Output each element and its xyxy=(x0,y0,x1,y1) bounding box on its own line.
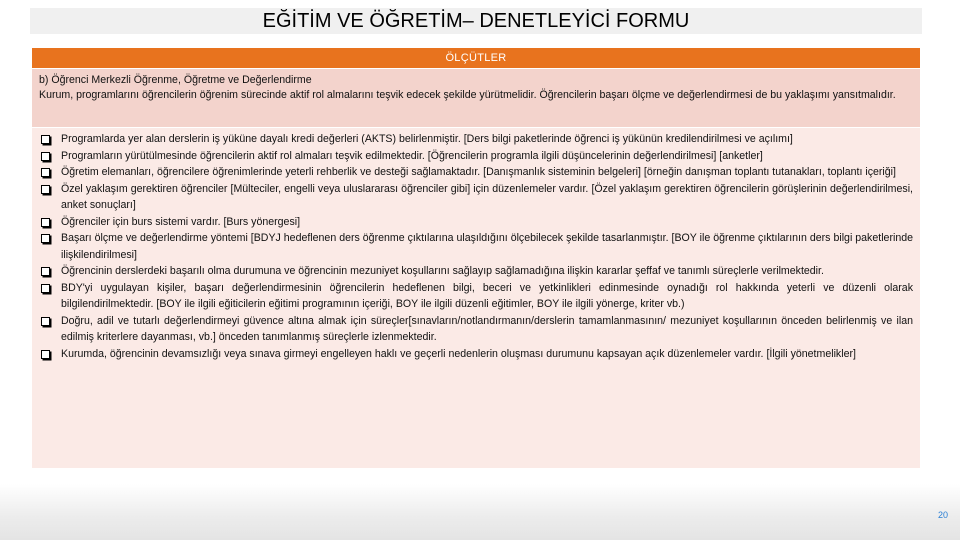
checkbox-bullet-icon xyxy=(41,185,50,194)
criteria-header: ÖLÇÜTLER xyxy=(32,48,920,68)
checkbox-bullet-icon xyxy=(41,168,50,177)
list-item xyxy=(40,263,913,280)
checkbox-bullet-icon xyxy=(41,152,50,161)
list-item xyxy=(40,346,913,363)
list-item xyxy=(40,230,913,263)
list-item-text: Doğru, adil ve tutarlı değerlendirmeyi güvence altına almak için süreçler[sınavların/notlandırmanın/derslerin tamamlanmasının/ mezuniyet koşullarının önceden belirlenmiş ve ilan edilmiş kriterlere dayanması, vb.] önceden tanımlanmış süreçlerle izlenmektedir. xyxy=(61,314,913,343)
page-number: 20 xyxy=(937,510,948,520)
list-item-text: Programların yürütülmesinde öğrencilerin aktif rol almaları teşvik edilmektedir. [Öğrencilerin programla ilgili düşüncelerinin değerlendirilmesi] [anketler] xyxy=(61,149,763,162)
list-item-text: Öğrenciler için burs sistemi vardır. [Burs yönergesi] xyxy=(61,215,301,228)
form-title: EĞİTİM VE ÖĞRETİM– DENETLEYİCİ FORMU xyxy=(30,8,922,34)
checkbox-bullet-icon xyxy=(41,135,50,144)
footer-band xyxy=(0,484,960,540)
section-description: Kurum, programlarını öğrencilerin öğrenim sürecinde aktif rol almalarını teşvik edecek şekilde yürütmelidir. Öğrencilerin başarı ölçme ve değerlendirmesi de bu yaklaşımı yansıtmalıdır. xyxy=(39,89,896,101)
section-box xyxy=(32,69,920,127)
criteria-list-box xyxy=(32,128,920,468)
list-item-text: BDY'yi uygulayan kişiler, başarı değerlendirmesinin öğrencilerin hedeflenen bilgi, beceri ve yetkinlikleri edinmesinde oynadığı rol hakkında yeterli ve düzenli olarak bilgilendirilmektedir. [BOY ile ilgili eğiticilerin eğitimi programının içeriği, BOY ile ilgili düzenli eğitimler, BOY ile ilgili yönerge, kriter vb.) xyxy=(61,281,913,310)
checkbox-bullet-icon xyxy=(41,267,50,276)
list-item-text: Programlarda yer alan derslerin iş yüküne dayalı kredi değerleri (AKTS) belirlenmiştir. [Ders bilgi paketlerinde öğrenci iş yükünün kredilendirilmesi ve açılımı] xyxy=(61,133,793,145)
list-item-text: Öğretim elemanları, öğrencilere öğrenimlerinde yeterli rehberlik ve desteği sağlamaktadır. [Danışmanlık sisteminin belgeleri] [örneğin danışman toplantı tutanakları, toplantı içeriği] xyxy=(61,166,896,178)
checkbox-bullet-icon xyxy=(41,234,50,243)
checkbox-bullet-icon xyxy=(41,284,50,293)
checkbox-bullet-icon xyxy=(41,317,50,326)
list-item xyxy=(40,164,913,181)
list-item-text: Kurumda, öğrencinin devamsızlığı veya sınava girmeyi engelleyen haklı ve geçerli nedenlerin oluşması durumunu kapsayan açık düzenlemeler vardır. [İlgili yönetmelikler] xyxy=(61,347,856,360)
list-item-text: Öğrencinin derslerdeki başarılı olma durumuna ve öğrencinin mezuniyet koşullarını sağlayıp sağlamadığına ilişkin kararlar şeffaf ve tanımlı süreçlerle verilmektedir. xyxy=(61,265,824,277)
criteria-list xyxy=(40,131,913,362)
checkbox-bullet-icon xyxy=(41,218,50,227)
list-item xyxy=(40,148,913,165)
list-item xyxy=(40,280,913,313)
checkbox-bullet-icon xyxy=(41,350,50,359)
section-heading: b) Öğrenci Merkezli Öğrenme, Öğretme ve Değerlendirme xyxy=(39,74,312,86)
list-item xyxy=(40,313,913,346)
list-item xyxy=(40,131,913,148)
list-item xyxy=(40,181,913,214)
list-item xyxy=(40,214,913,231)
list-item-text: Özel yaklaşım gerektiren öğrenciler [Mülteciler, engelli veya uluslararası öğrenciler gibi] için düzenlemeler vardır. [Özel yaklaşım gerektiren öğrencilerin görüşlerinin değerlendirilmesi, anket sonuçları] xyxy=(61,182,913,211)
list-item-text: Başarı ölçme ve değerlendirme yöntemi [BDYJ hedeflenen ders öğrenme çıktılarına ulaşıldığını ölçebilecek şekilde tasarlanmıştır. [BOY ile öğrenme çıktılarının ders bilgi paketlerinde ilişkilendirilmesi] xyxy=(61,232,913,261)
